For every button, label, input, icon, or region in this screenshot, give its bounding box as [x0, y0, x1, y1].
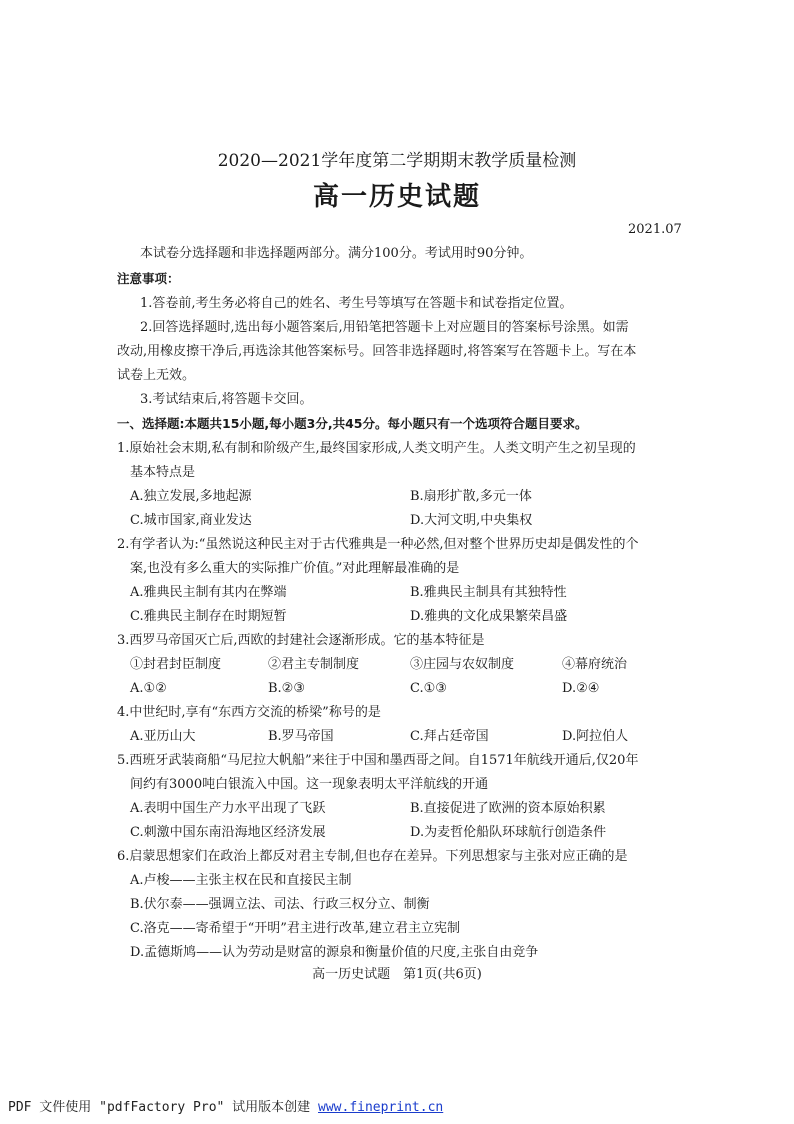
question-4-option-a: A.亚历山大 [130, 729, 196, 744]
intro-text: 本试卷分选择题和非选择题两部分。满分100分。考试用时90分钟。 [140, 246, 533, 261]
question-3-option-c: C.①③ [410, 681, 447, 696]
question-3-item-1: ①封君封臣制度 [130, 657, 222, 672]
question-4-option-d: D.阿拉伯人 [562, 729, 629, 744]
question-2-option-d: D.雅典的文化成果繁荣昌盛 [410, 609, 568, 624]
subject-title: 高一历史试题 [312, 182, 481, 212]
note-item-2-cont2: 试卷上无效。 [117, 368, 196, 383]
question-3-item-4: ④幕府统治 [562, 657, 628, 672]
question-6-option-d: D.孟德斯鸠——认为劳动是财富的源泉和衡量价值的尺度,主张自由竞争 [130, 945, 539, 960]
question-5-option-d: D.为麦哲伦船队环球航行创造条件 [410, 825, 607, 840]
question-4-option-b: B.罗马帝国 [268, 729, 334, 744]
notes-heading: 注意事项： [117, 271, 180, 286]
question-3-item-2: ②君主专制制度 [268, 657, 360, 672]
question-1-stem-cont: 基本特点是 [130, 465, 196, 480]
question-5-option-c: C.刺激中国东南沿海地区经济发展 [130, 825, 326, 840]
question-4-option-c: C.拜占廷帝国 [410, 729, 489, 744]
note-item-2-cont: 改动,用橡皮擦干净后,再选涂其他答案标号。回答非选择题时,将答案写在答题卡上。写在本 [117, 344, 637, 359]
question-3-stem: 3.西罗马帝国灭亡后,西欧的封建社会逐渐形成。它的基本特征是 [117, 633, 485, 648]
question-3-option-a: A.①② [130, 681, 167, 696]
pdf-creator-note [8, 1096, 443, 1115]
question-1-stem: 1.原始社会末期,私有制和阶级产生,最终国家形成,人类文明产生。人类文明产生之初呈现的 [117, 441, 636, 456]
fineprint-link[interactable]: www.fineprint.cn [318, 1100, 444, 1115]
question-5-stem-cont: 间约有3000吨白银流入中国。这一现象表明太平洋航线的开通 [130, 777, 489, 792]
exam-title: 2020—2021学年度第二学期期末教学质量检测 [217, 151, 577, 171]
question-2-option-a: A.雅典民主制有其内在弊端 [130, 585, 287, 600]
question-3-option-b: B.②③ [268, 681, 305, 696]
note-item-1: 1.答卷前,考生务必将自己的姓名、考生号等填写在答题卡和试卷指定位置。 [140, 296, 573, 311]
pdf-creator-text: PDF 文件使用 "pdfFactory Pro" 试用版本创建 [8, 1100, 319, 1115]
question-2-option-b: B.雅典民主制具有其独特性 [410, 585, 567, 600]
question-1-option-a: A.独立发展,多地起源 [130, 489, 252, 504]
question-1-option-c: C.城市国家,商业发达 [130, 513, 252, 528]
question-6-option-b: B.伏尔泰——强调立法、司法、行政三权分立、制衡 [130, 897, 430, 912]
question-5-stem: 5.西班牙武装商船“马尼拉大帆船”来往于中国和墨西哥之间。自1571年航线开通后,仅20年 [117, 753, 639, 768]
question-3-item-3: ③庄园与农奴制度 [410, 657, 515, 672]
question-6-stem: 6.启蒙思想家们在政治上都反对君主专制,但也存在差异。下列思想家与主张对应正确的是 [117, 849, 628, 864]
question-2-stem: 2.有学者认为:“虽然说这种民主对于古代雅典是一种必然,但对整个世界历史却是偶发性的个 [117, 537, 639, 552]
note-item-3: 3.考试结束后,将答题卡交回。 [140, 392, 313, 407]
question-2-stem-cont: 案,也没有多么重大的实际推广价值。”对此理解最准确的是 [130, 561, 460, 576]
question-1-option-d: D.大河文明,中央集权 [410, 513, 533, 528]
page-footer: 高一历史试题 第1页(共6页) [312, 967, 482, 982]
question-2-option-c: C.雅典民主制存在时期短暂 [130, 609, 287, 624]
question-5-option-b: B.直接促进了欧洲的资本原始积累 [410, 801, 606, 816]
section-heading: 一、选择题:本题共15小题,每小题3分,共45分。每小题只有一个选项符合题目要求。 [117, 416, 588, 431]
question-5-option-a: A.表明中国生产力水平出现了飞跃 [130, 801, 326, 816]
exam-date: 2021.07 [628, 222, 682, 237]
note-item-2: 2.回答选择题时,选出每小题答案后,用铅笔把答题卡上对应题目的答案标号涂黑。如需 [140, 320, 629, 335]
question-1-option-b: B.扇形扩散,多元一体 [410, 489, 532, 504]
question-4-stem: 4.中世纪时,享有“东西方交流的桥梁”称号的是 [117, 705, 381, 720]
question-3-option-d: D.②④ [562, 681, 600, 696]
question-6-option-a: A.卢梭——主张主权在民和直接民主制 [130, 873, 352, 888]
question-6-option-c: C.洛克——寄希望于“开明”君主进行改革,建立君主立宪制 [130, 921, 461, 936]
